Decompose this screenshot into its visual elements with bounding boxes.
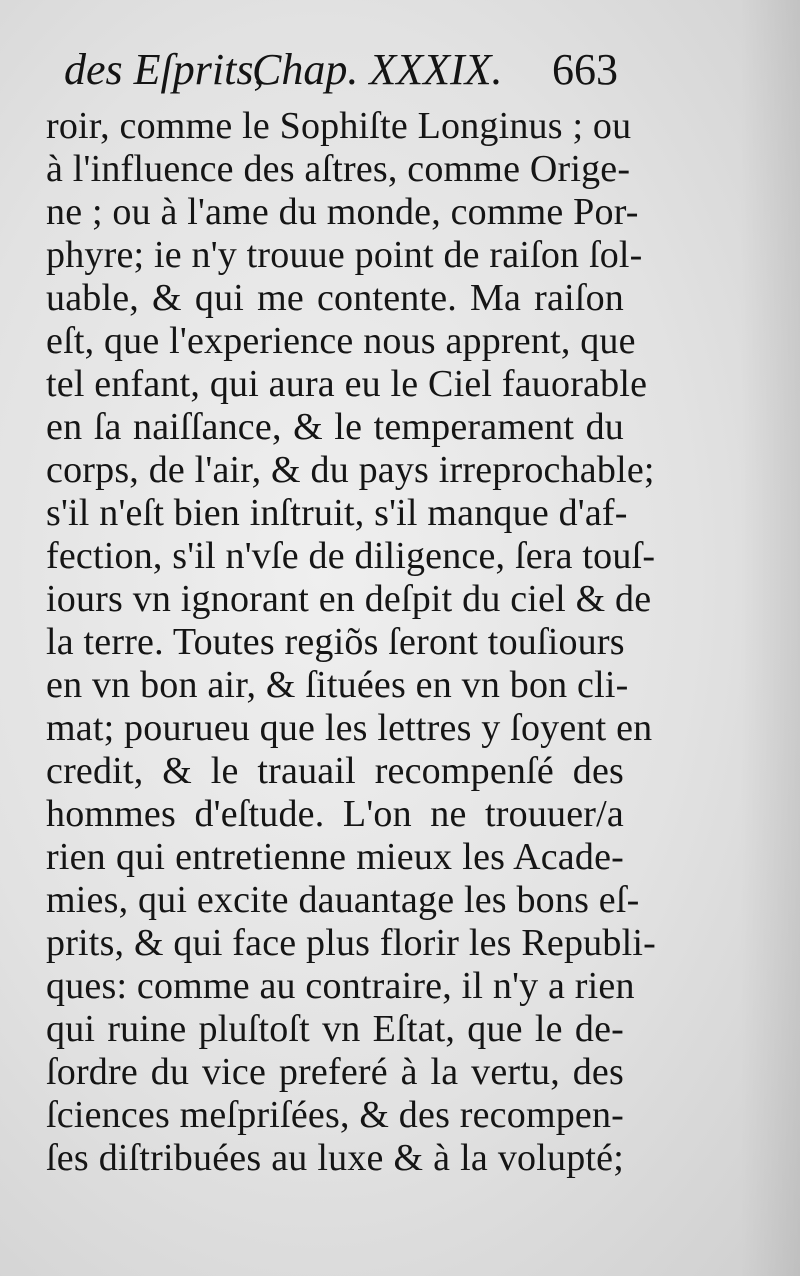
- text-line: à l'influence des aſtres, comme Orige-: [46, 148, 631, 190]
- page-gutter-shadow: [740, 0, 800, 1276]
- text-line: tel enfant, qui aura eu le Ciel fauorable: [46, 363, 648, 405]
- text-line: prits, & qui face plus florir les Republi-: [46, 922, 656, 964]
- text-line: ſes diſtribuées au luxe & à la volupté;: [46, 1137, 624, 1179]
- text-line: en ſa naiſſance, & le temperament du: [46, 406, 624, 448]
- text-line: uable, & qui me contente. Ma raiſon: [46, 277, 624, 319]
- text-line: corps, de l'air, & du pays irreprochable;: [46, 449, 655, 491]
- text-line: ques: comme au contraire, il n'y a rien: [46, 965, 635, 1007]
- text-line: fection, s'il n'vſe de diligence, ſera touſ-: [46, 535, 656, 577]
- text-line: eſt, que l'experience nous apprent, que: [46, 320, 636, 362]
- text-line: rien qui entretienne mieux les Acade-: [46, 836, 624, 878]
- text-line: mat; pourueu que les lettres y ſoyent en: [46, 707, 653, 749]
- text-line: la terre. Toutes regiõs ſeront touſiours: [46, 621, 625, 663]
- text-line: ne ; ou à l'ame du monde, comme Por-: [46, 191, 639, 233]
- text-line: iours vn ignorant en deſpit du ciel & de: [46, 578, 652, 620]
- text-line: s'il n'eſt bien inſtruit, s'il manque d'af-: [46, 492, 628, 534]
- text-line: mies, qui excite dauantage les bons eſ-: [46, 879, 640, 921]
- text-line: hommes d'eſtude. L'on ne trouuer/a: [46, 793, 624, 835]
- running-header: [64, 44, 634, 104]
- text-line: credit, & le trauail recompenſé des: [46, 750, 624, 792]
- text-line: ſordre du vice preferé à la vertu, des: [46, 1051, 624, 1093]
- chapter-heading: Chap. XXXIX.: [252, 45, 503, 94]
- text-line: en vn bon air, & ſituées en vn bon cli-: [46, 664, 629, 706]
- text-line: qui ruine pluſtoſt vn Eſtat, que le de-: [46, 1008, 624, 1050]
- text-line: ſciences meſpriſées, & des recompen-: [46, 1094, 625, 1136]
- text-line: roir, comme le Sophiſte Longinus ; ou: [46, 105, 632, 147]
- text-line: phyre; ie n'y trouue point de raiſon ſol-: [46, 234, 643, 276]
- page-number: 663: [552, 45, 618, 94]
- running-title: des Eſprits,: [64, 45, 265, 94]
